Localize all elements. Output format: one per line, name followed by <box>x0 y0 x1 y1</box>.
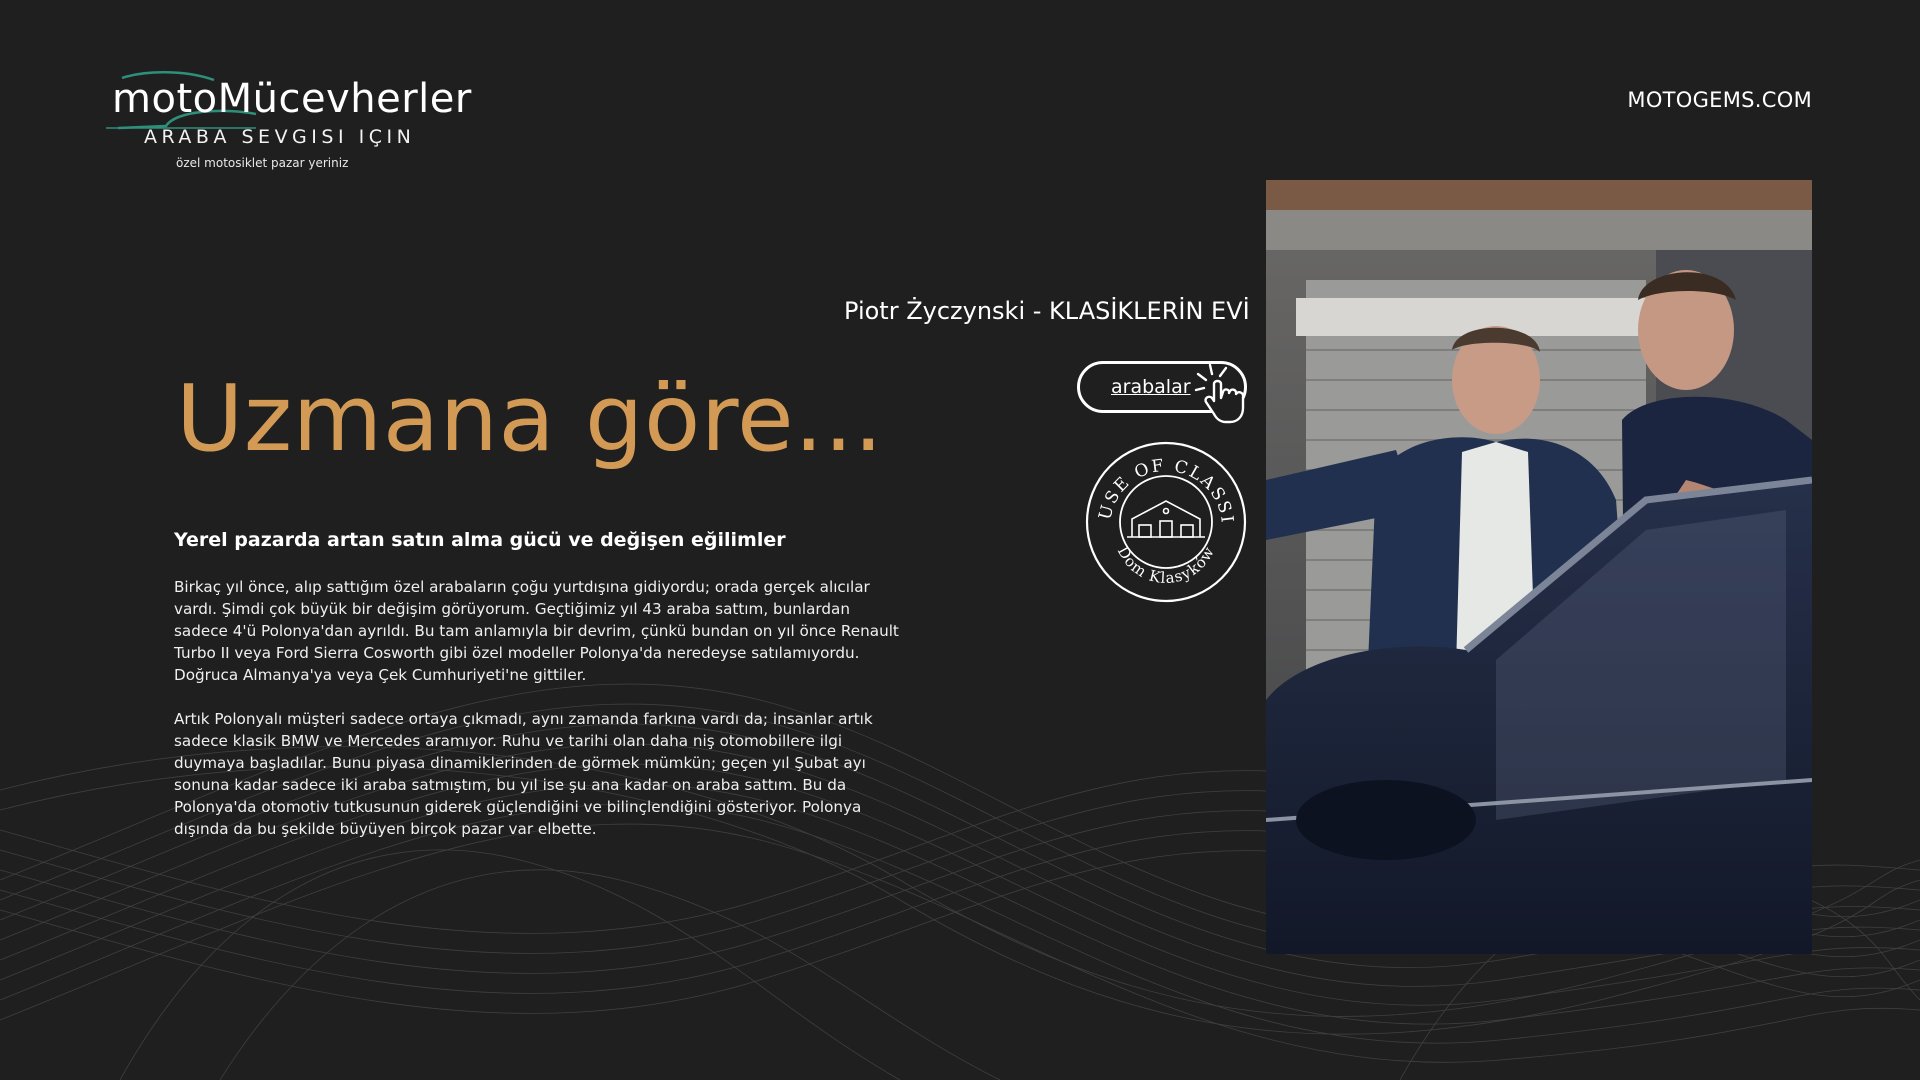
svg-text:Dom Klasyków: Dom Klasyków <box>1113 543 1219 588</box>
cars-button-label: arabalar <box>1111 376 1191 398</box>
house-of-classics-seal <box>1085 441 1247 603</box>
site-link[interactable]: MOTOGEMS.COM <box>1627 88 1812 112</box>
hand-pointer-click-icon <box>1194 360 1256 426</box>
headline: Uzmana göre... <box>176 365 884 472</box>
house-of-classics-badge <box>1085 441 1247 603</box>
brand-logo[interactable] <box>106 66 472 176</box>
brand-subtitle: özel motosiklet pazar yeriniz <box>176 156 349 170</box>
subheading: Yerel pazarda artan satın alma gücü ve değişen eğilimler <box>174 529 786 551</box>
article-body <box>174 576 900 862</box>
article-paragraph-2: Artık Polonyalı müşteri sadece ortaya çıkmadı, aynı zamanda farkına vardı da; insanlar artık sadece klasik BMW ve Mercedes aramıyor. Ruhu ve tarihi olan daha niş otomobillere ilgi duymaya başladılar. Bunu piyasa dinamiklerinden de görmek mümkün; geçen yıl Şubat ayı sonuna kadar sadece iki araba satmıştım, bu yıl ise şu ana kadar on araba sattım. Bu da Polonya'da otomotiv tutkusunun giderek güçlendiğini ve bilinçlendiğini gösteriyor. Polonya dışında da bu şekilde büyüyen birçok pazar var elbette. <box>174 710 873 838</box>
cars-button[interactable] <box>1077 361 1247 413</box>
expert-name: Piotr Życzynski - KLASİKLERİN EVİ <box>844 297 1250 325</box>
photo-illustration <box>1266 180 1812 954</box>
article-paragraph-1: Birkaç yıl önce, alıp sattığım özel arabaların çoğu yurtdışına gidiyordu; orada gerçek alıcılar vardı. Şimdi çok büyük bir değişim görüyorum. Geçtiğimiz yıl 43 araba sattım, bunlardan sadece 4'ü Polonya'dan ayrıldı. Bu tam anlamıyla bir devrim, çünkü bundan on yıl önce Renault Turbo II veya Ford Sierra Cosworth gibi özel modeller Polonya'da neredeyse satılamıyordu. Doğruca Almanya'ya veya Çek Cumhuriyeti'ne gittiler. <box>174 578 899 684</box>
brand-tagline: ARABA SEVGISI IÇIN <box>144 126 416 148</box>
expert-photo <box>1266 180 1812 954</box>
svg-text:HOUSE OF CLASSICS: USE OF CLASSI <box>1095 455 1238 526</box>
garage-icon <box>1127 501 1205 537</box>
brand-name: motoMücevherler <box>112 76 472 122</box>
